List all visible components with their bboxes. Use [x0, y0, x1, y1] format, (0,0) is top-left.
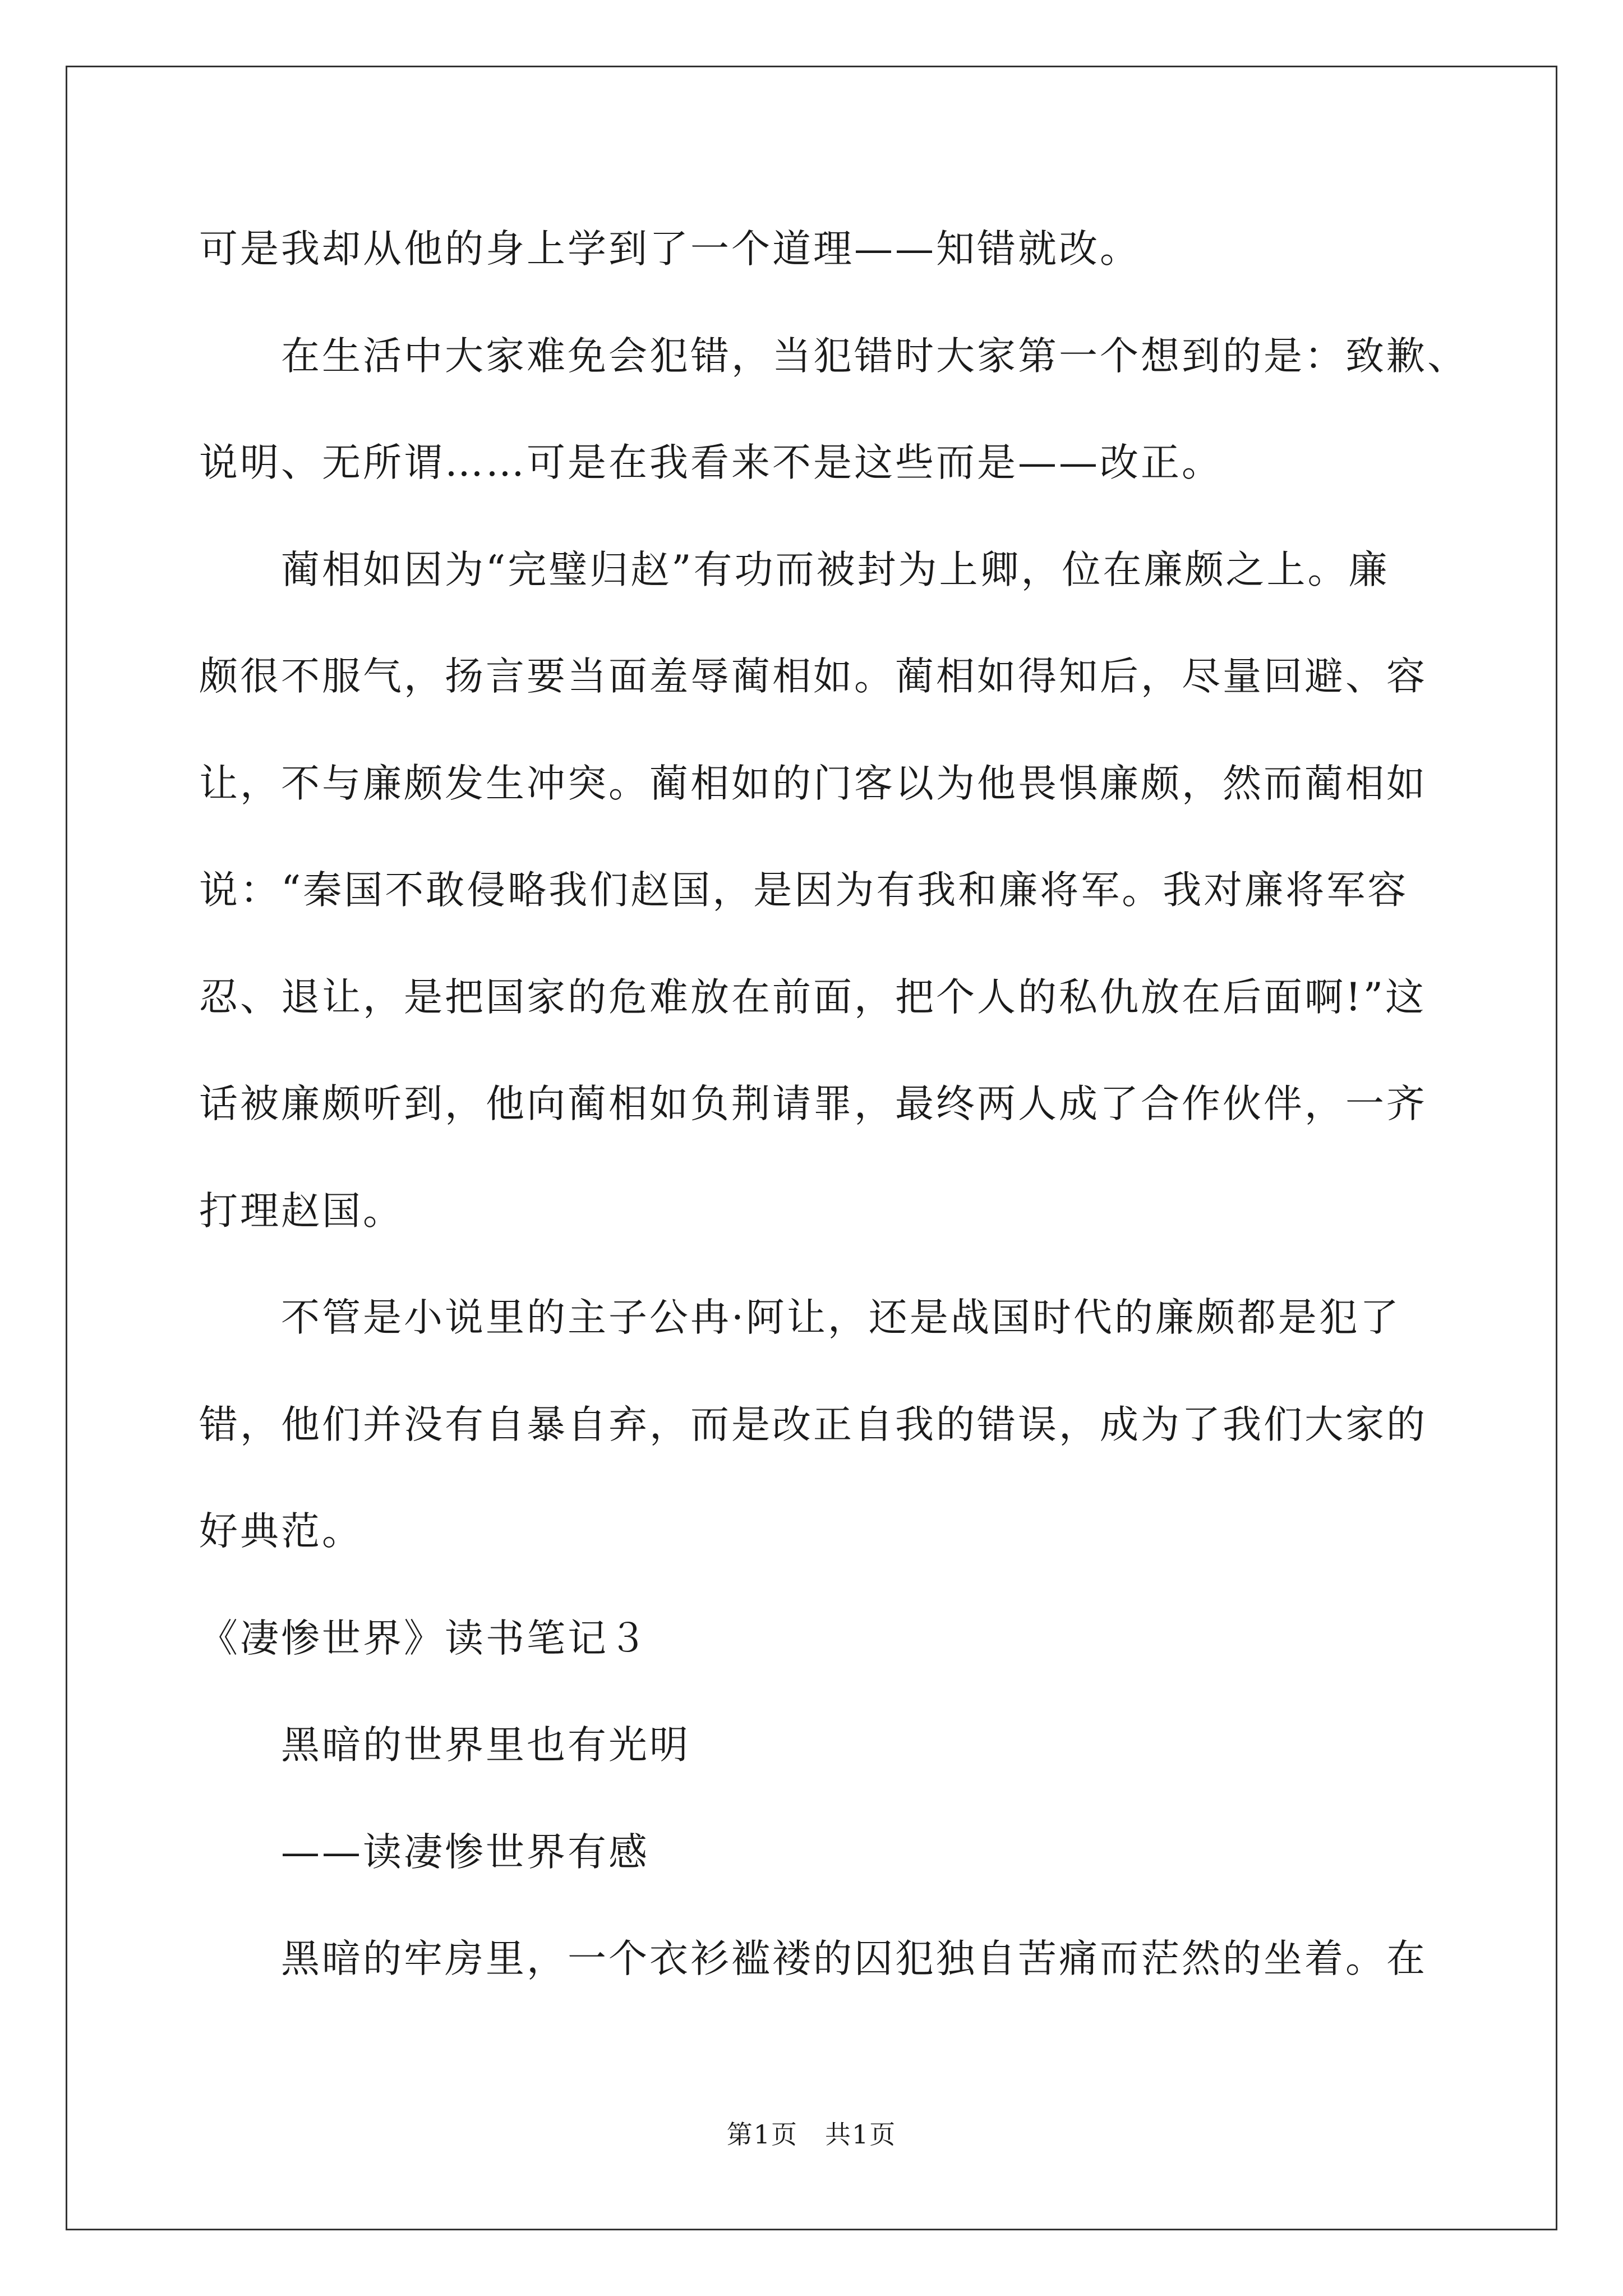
text-line: 在生活中大家难免会犯错，当犯错时大家第一个想到的是：致歉、: [199, 334, 1468, 379]
text-line: 说明、无所谓……可是在我看来不是这些而是——改正。: [199, 440, 1223, 485]
text-line: 好典范。: [199, 1509, 363, 1554]
text-line: 颇很不服气，扬言要当面羞辱蔺相如。蔺相如得知后，尽量回避、容: [199, 654, 1427, 699]
text-line: 打理赵国。: [199, 1189, 404, 1234]
text-line: 错，他们并没有自暴自弃，而是改正自我的错误，成为了我们大家的: [199, 1402, 1427, 1447]
text-line: 让，不与廉颇发生冲突。蔺相如的门客以为他畏惧廉颇，然而蔺相如: [199, 761, 1427, 806]
text-line: 可是我却从他的身上学到了一个道理——知错就改。: [199, 227, 1141, 272]
text-line: 忍、退让，是把国家的危难放在前面，把个人的私仇放在后面啊!”这: [199, 975, 1427, 1020]
essay-title: 黑暗的世界里也有光明: [199, 1723, 690, 1768]
text-line: 不管是小说里的主子公冉·阿让，还是战国时代的廉颇都是犯了: [199, 1295, 1401, 1340]
text-line: 话被廉颇听到，他向蔺相如负荆请罪，最终两人成了合作伙伴，一齐: [199, 1082, 1427, 1126]
page-border: [66, 66, 1557, 2230]
essay-subtitle: ——读凄惨世界有感: [199, 1830, 649, 1875]
page-footer: 第1页 共1页: [726, 2119, 897, 2150]
text-line: 黑暗的牢房里，一个衣衫褴褛的囚犯独自苦痛而茫然的坐着。在: [199, 1936, 1427, 1981]
section-heading: 《凄惨世界》读书笔记３: [199, 1616, 649, 1661]
text-line: 说：“秦国不敢侵略我们赵国，是因为有我和廉将军。我对廉将军容: [199, 868, 1409, 913]
text-line: 蔺相如因为“完璧归赵”有功而被封为上卿，位在廉颇之上。廉: [199, 547, 1390, 592]
